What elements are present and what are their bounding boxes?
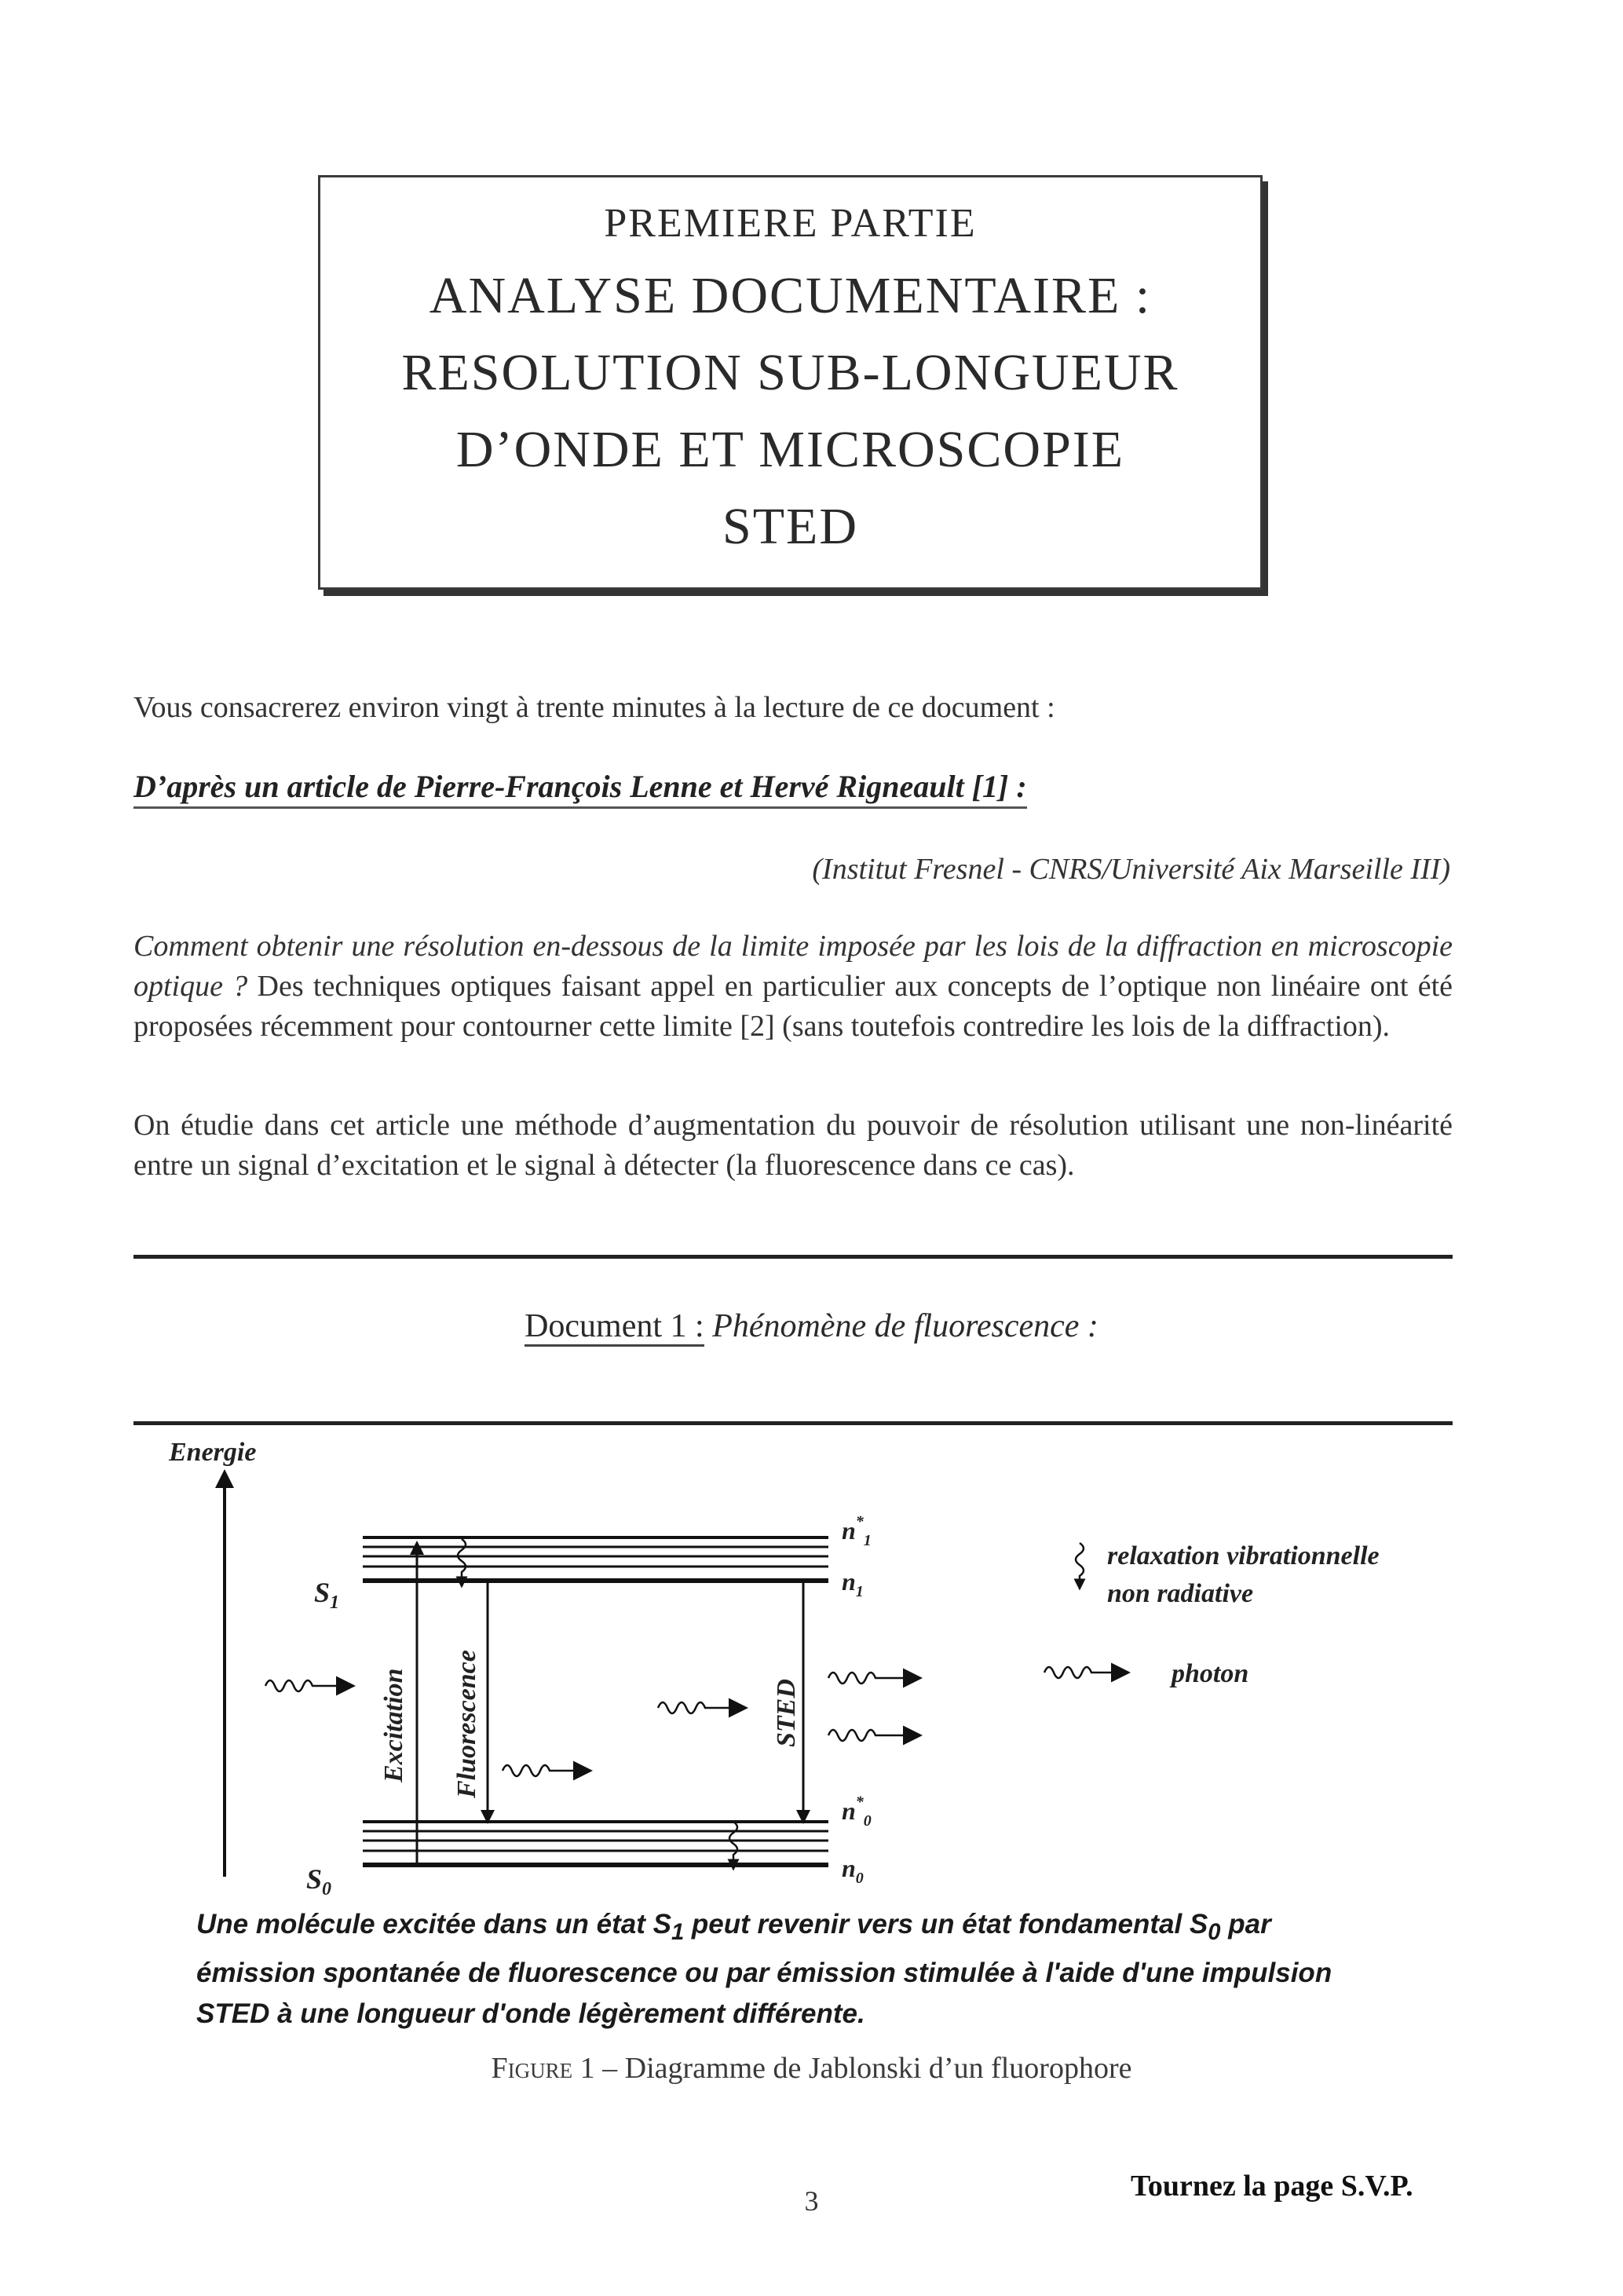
diagram-caption: Une molécule excitée dans un état $S_1$ peut revenir vers un état fondamental $S_0$ par émission spontanée de fluorescence ou par émission stimulée à l'aide d'une impulsion STED à une longueur d'onde légèrement différente. (196, 1909, 1332, 2029)
figure-caption-text: – Diagramme de Jablonski d’un fluorophore (594, 2052, 1132, 2085)
section-title-line-3: D’ONDE ET MICROSCOPIE (455, 420, 1125, 478)
n0-label: $n_0$ (842, 1854, 864, 1887)
turn-page-note: Tournez la page S.V.P. (1131, 2170, 1413, 2203)
photon-in-excitation (265, 1680, 352, 1691)
relaxation-squiggle-s0 (729, 1822, 737, 1869)
s1-label: $S_1$ (314, 1577, 340, 1613)
paragraph-2: On étudie dans cet article une méthode d’augmentation du pouvoir de résolution utilisant une non-linéarité entre un signal d’excitation et le signal à détecter (la fluorescence dans ce cas). (133, 1109, 1453, 1182)
section-title-line-4: STED (722, 497, 858, 555)
s0-label: $S_0$ (306, 1863, 332, 1899)
fluorescence-label: Fluorescence (452, 1650, 481, 1798)
photon-out-sted-2 (828, 1730, 919, 1741)
photon-in-sted (658, 1702, 744, 1713)
horizontal-rule-top (133, 1255, 1453, 1259)
document-subtitle: Phénomène de fluorescence : (704, 1308, 1098, 1344)
institute-affiliation: (Institut Fresnel - CNRS/Université Aix Marseille III) (812, 853, 1450, 886)
n1-label: $n_1$ (842, 1567, 864, 1600)
s0-vibrational-levels (363, 1822, 828, 1865)
page-number: 3 (804, 2185, 819, 2217)
energy-axis-label: Energie (169, 1438, 257, 1467)
figure-caption (0, 2051, 1623, 2086)
document-label: Document 1 : (525, 1308, 704, 1347)
legend-relaxation-label-2: non radiative (1107, 1579, 1254, 1608)
legend-relaxation-icon (1076, 1543, 1084, 1589)
section-title-line-1: ANALYSE DOCUMENTAIRE : (429, 266, 1152, 324)
n1-star-label: $n^*_1$ (842, 1513, 872, 1549)
figure-label: Figure 1 (491, 2052, 595, 2085)
paragraph-1-question: Comment obtenir une résolution en-dessous de la limite imposée par les lois de la diffraction en microscopie optique ? (133, 930, 1453, 1003)
document-heading (0, 1307, 1623, 1345)
part-title: PREMIERE PARTIE (604, 200, 977, 246)
photon-out-sted-1 (828, 1673, 919, 1684)
jablonski-diagram (0, 1413, 1623, 1900)
excitation-label: Excitation (379, 1668, 408, 1782)
section-title-line-2: RESOLUTION SUB-LONGUEUR (401, 343, 1179, 401)
article-reference: D’après un article de Pierre-François Lenne et Hervé Rigneault [1] : (133, 768, 1027, 809)
legend-photon-icon (1044, 1667, 1127, 1678)
title-box (318, 175, 1263, 590)
legend-photon-label: photon (1172, 1659, 1249, 1688)
paragraph-1-text: Des techniques optiques faisant appel en particulier aux concepts de l’optique non linéaire ont été proposées récemment pour contourner cette limite [2] (sans toutefois contredire les lois de la diffraction). (133, 970, 1453, 1043)
paragraph-1 (133, 927, 1453, 1047)
intro-text: Vous consacrerez environ vingt à trente minutes à la lecture de ce document : (133, 691, 1055, 724)
legend-relaxation-label-1: relaxation vibrationnelle (1107, 1541, 1380, 1570)
sted-label: STED (772, 1679, 801, 1747)
n0-star-label: $n^*_0$ (842, 1793, 872, 1830)
s1-vibrational-levels (363, 1537, 828, 1581)
photon-fluorescence (503, 1765, 589, 1776)
